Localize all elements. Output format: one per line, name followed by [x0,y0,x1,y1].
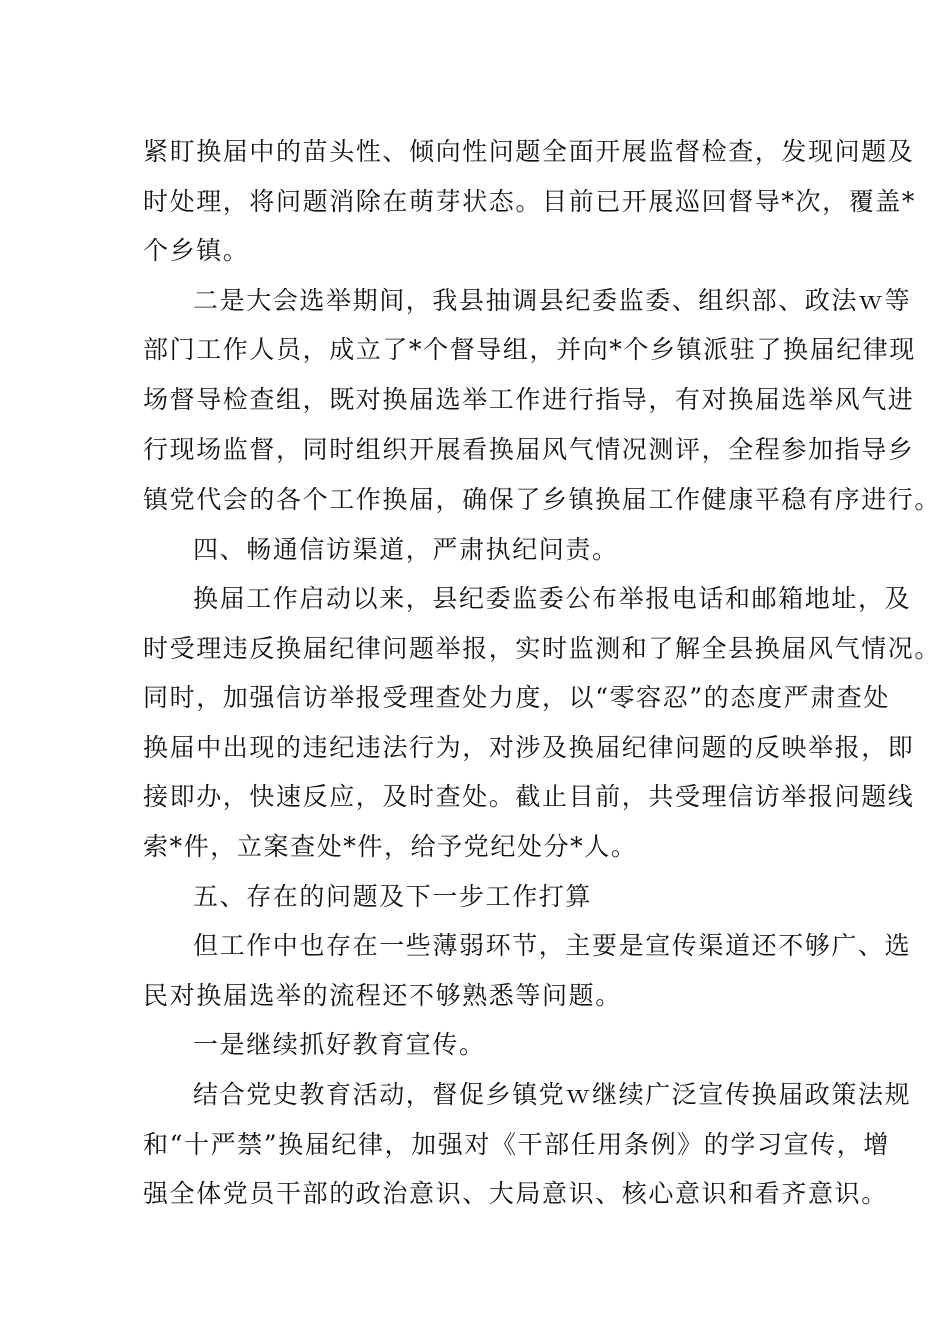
section-heading: 五、存在的问题及下一步工作打算 [193,882,593,911]
text-line: 紧盯换届中的苗头性、倾向性问题全面开展监督检查，发现问题及 [143,137,915,166]
text-line: 个乡镇。 [143,236,250,265]
text-line: 索*件，立案查处*件，给予党纪处分*人。 [143,832,638,861]
section-heading: 四、畅通信访渠道，严肃执纪问责。 [193,535,619,564]
text-line: 场督导检查组，既对换届选举工作进行指导，有对换届选举风气进 [143,385,915,414]
text-line: 同时，加强信访举报受理查处力度，以“零容忍”的态度严肃查处 [143,683,890,712]
text-line: 部门工作人员，成立了*个督导组，并向*个乡镇派驻了换届纪律现 [143,335,917,364]
text-line: 换届工作启动以来，县纪委监委公布举报电话和邮箱地址，及 [193,584,912,613]
text-line: 时受理违反换届纪律问题举报，实时监测和了解全县换届风气情况。 [143,634,942,663]
text-line: 镇党代会的各个工作换届，确保了乡镇换届工作健康平稳有序进行。 [143,485,942,514]
subheading: 一是继续抓好教育宣传。 [193,1030,486,1059]
text-line: 结合党史教育活动，督促乡镇党ｗ继续广泛宣传换届政策法规 [193,1080,912,1109]
text-line: 时处理，将问题消除在萌芽状态。目前已开展巡回督导*次，覆盖* [143,187,917,216]
text-line: 但工作中也存在一些薄弱环节，主要是宣传渠道还不够广、选 [193,931,912,960]
text-line: 行现场监督，同时组织开展看换届风气情况测评，全程参加指导乡 [143,435,915,464]
text-line: 民对换届选举的流程还不够熟悉等问题。 [143,981,622,1010]
text-line: 二是大会选举期间，我县抽调县纪委监委、组织部、政法ｗ等 [193,286,912,315]
text-line: 强全体党员干部的政治意识、大局意识、核心意识和看齐意识。 [143,1179,888,1208]
text-line: 接即办，快速反应，及时查处。截止目前，共受理信访举报问题线 [143,782,915,811]
text-line: 换届中出现的违纪违法行为，对涉及换届纪律问题的反映举报，即 [143,733,915,762]
text-line: 和“十严禁”换届纪律，加强对《干部任用条例》的学习宣传，增 [143,1130,890,1159]
